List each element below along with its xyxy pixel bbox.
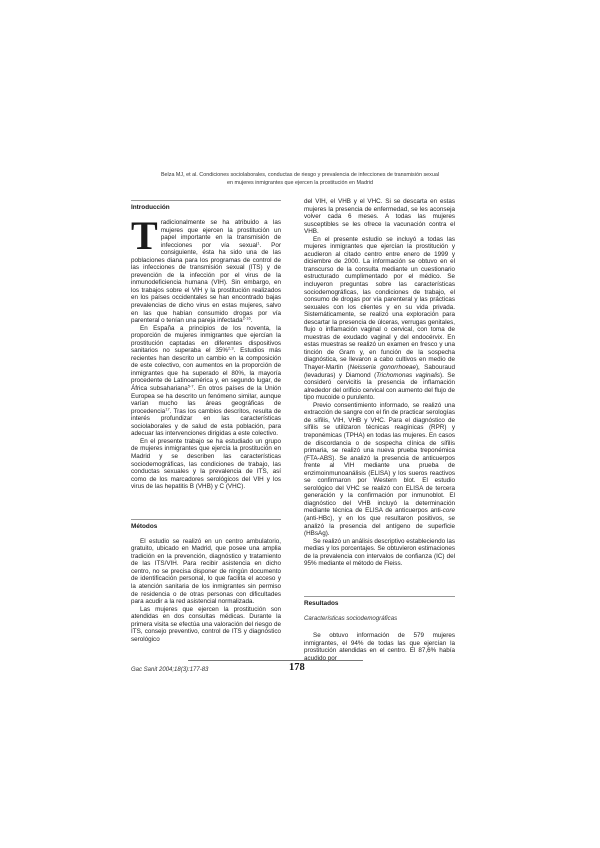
methods-p4-text-a: En el presente estudio se incluyó a todas las mujeres inmigrantes que ejercían la prostitución y acudieron al citado centro entre enero de 1999 y diciembre de 2000. La información se obtuvo en el transcurso de la consulta mediante un cuestionario estructurado cumplimentado por el médico. Se incluyeron preguntas sobre las características sociodemográficas, las condiciones de trabajo, el consumo de drogas por vía parenteral y las prácticas sexuales con los clientes y en su vida privada. Sistemáticamente, se realizó una exploración para descartar la presencia de úlceras, verrugas genitales, flujo o inflamación vaginal o cervical, con toma de muestras de exudado vaginal y del endocérvix. En estas muestras se realizó un examen en fresco y una tinción de Gram y, en función de la sospecha diagnóstica, se llevaron a cabo cultivos en medio de Thayer-Martin ( <box>304 235 455 372</box>
organism-name: Neisseria gonorrhoeae <box>349 364 416 372</box>
running-header-line-1: Belza MJ, et al. Condiciones sociolaborales, conductas de riesgo y prevalencia de infecciones de transmisión sexual <box>160 172 440 178</box>
citation-sup: 2,3 <box>228 345 234 351</box>
intro-p1-text-b: . Por consiguiente, ésta ha sido una de las poblaciones diana para los programas de control de las infecciones de transmisión sexual (ITS) y de prevención de la infección por el virus de la inmunodeficiencia humana (VIH). Sin embargo, en los trabajos sobre el VIH y la prostitución realizados en los países occidentales se han encontrado bajas prevalencias de dicho virus en estas mujeres, salvo en las que habían consumido drogas por vía parenteral o tenían una pareja infectada <box>131 241 281 325</box>
citation-sup: 2-16 <box>242 315 251 321</box>
intro-p2-text-c: . En otros países de la Unión Europea se ha descrito un fenómeno similar, aunque varían mucho las áreas geográficas de procedencia <box>131 385 282 415</box>
methods-paragraph-3: del VIH, el VHB y el VHC. Si se descarta en estas mujeres la presencia de enfermedad, se les aconseja volver cada 6 meses. A todas las mujeres susceptibles se les ofrece la vacunación contra el VHB. <box>304 198 455 236</box>
methods-paragraph-4 <box>304 236 455 402</box>
methods-p5-text-a: Previo consentimiento informado, se realizó una extracción de sangre con el fin de practicar serologías de sífilis, VIH, VHB y VHC. Para el diagnóstico de sífilis se utilizaron técnicas reagínicas (RPR) y treponémicas (TPHA) en todas las mujeres. En casos de discordancia o de sospecha clínica de sífilis primaria, se realizó una nueva prueba treponémica (FTA-ABS). Se analizó la presencia de anticuerpos frente al VIH mediante una prueba de enzimoinmunoanálisis (ELISA) y los sueros reactivos se confirmaron por Western blot. El estudio serológico del VHC se realizó con ELISA de tercera generación y la confirmación por inmunoblot. El diagnóstico del VHB incluyó la determinación mediante técnica de ELISA de anticuerpos anti- <box>304 401 455 515</box>
running-header-line-2: en mujeres inmigrantes que ejercen la prostitución en Madrid <box>227 179 373 186</box>
intro-p2-text-a: En España a principios de los noventa, la proporción de mujeres inmigrantes que ejercían la prostitución captadas en diferentes dispositivos sanitarios no superaba el 35% <box>131 324 281 355</box>
methods-p4-text-c: ). Se consideró cervicitis la presencia de inflamación alrededor del orificio cervical con aumento del flujo de tipo mucoide o purulento. <box>304 371 455 402</box>
methods-paragraph-1: El estudio se realizó en un centro ambulatorio, gratuito, ubicado en Madrid, que posee una amplia tradición en la prevención, diagnóstico y tratamiento de las ITS/VIH. Para recibir asistencia en dicho centro, no se precisa disponer de ningún documento de identificación personal, lo que facilita el acceso y la atención sanitaria de los inmigrantes sin permiso de residencia o de otras personas con dificultades para acudir a la red asistencial normalizada. <box>131 537 281 606</box>
results-heading: Resultados <box>304 596 455 608</box>
italic-term: core <box>442 507 455 515</box>
footer-rule <box>188 660 363 661</box>
results-paragraph-1: Se obtuvo información de 579 mujeres inmigrantes, el 94% de todas las que ejercían la prostitución atendidas en el centro. El 87,6% había acudido por <box>304 632 455 662</box>
intro-p1-text-a: radicionalmente se ha atribuido a las mujeres que ejercen la prostitución un papel importante en la transmisión de infecciones por vía sexual <box>160 219 281 249</box>
organism-name: Trichomonas vaginalis <box>376 371 441 379</box>
intro-p1-text-c: . <box>250 317 253 325</box>
methods-p5-text-b: (anti-HBc), y en los que resultaron positivos, se analizó la presencia del antígeno de superficie (HBsAg). <box>304 514 455 538</box>
methods-paragraph-2: Las mujeres que ejercen la prostitución son atendidas en dos consultas médicas. Durante la primera visita se efectúa una valoración del riesgo de ITS, consejo preventivo, control de ITS y diagnóstico serológico <box>131 605 281 643</box>
drop-cap: T <box>131 213 158 258</box>
citation-sup: 17 <box>165 406 170 412</box>
methods-paragraph-6: Se realizó un análisis descriptivo estableciendo las medias y los porcentajes. Se obtuvieron estimaciones de la prevalencia con intervalos de confianza (IC) del 95% mediante el método de Fleiss. <box>304 537 455 568</box>
methods-p4-text-b: ), Sabouraud (levaduras) y Diamond ( <box>304 364 455 379</box>
citation-sup: 5-7 <box>187 383 194 389</box>
intro-paragraph-3: En el presente trabajo se ha estudiado un grupo de mujeres inmigrantes que ejercía la prostitución en Madrid y se describen las características sociodemográficas, las condiciones de trabajo, las conductas sexuales y la prevalencia de ITS, así como de los marcadores serológicos del VIH y los virus de las hepatitis B (VHB) y C (VHC). <box>131 437 281 491</box>
intro-paragraph-2 <box>131 325 281 438</box>
right-column <box>304 198 455 663</box>
page-number: 178 <box>289 662 305 673</box>
journal-citation: Gac Sanit 2004;18(3):177-83 <box>131 667 209 673</box>
intro-paragraph-1 <box>131 213 281 325</box>
running-header <box>0 172 600 187</box>
results-subheading: Características sociodemográficas <box>304 614 398 622</box>
left-column <box>131 200 281 643</box>
intro-p2-text-b: . Estudios más recientes han descrito un cambio en la composición de este colectivo, con aumentos en la proporción de inmigrantes que ha superado el 80%, la mayoría procedente de Latinoamérica y, en segundo lugar, de África subsahariana <box>131 347 281 393</box>
intro-heading: Introducción <box>131 200 281 212</box>
citation-sup: 1 <box>257 240 260 246</box>
methods-heading: Métodos <box>131 519 281 531</box>
methods-paragraph-5 <box>304 402 455 538</box>
intro-p2-text-d: . Tras los cambios descritos, resulta de interés profundizar en las características sociolaborales y de salud de esta población, para adecuar las intervenciones dirigidas a este colectivo. <box>131 407 281 438</box>
